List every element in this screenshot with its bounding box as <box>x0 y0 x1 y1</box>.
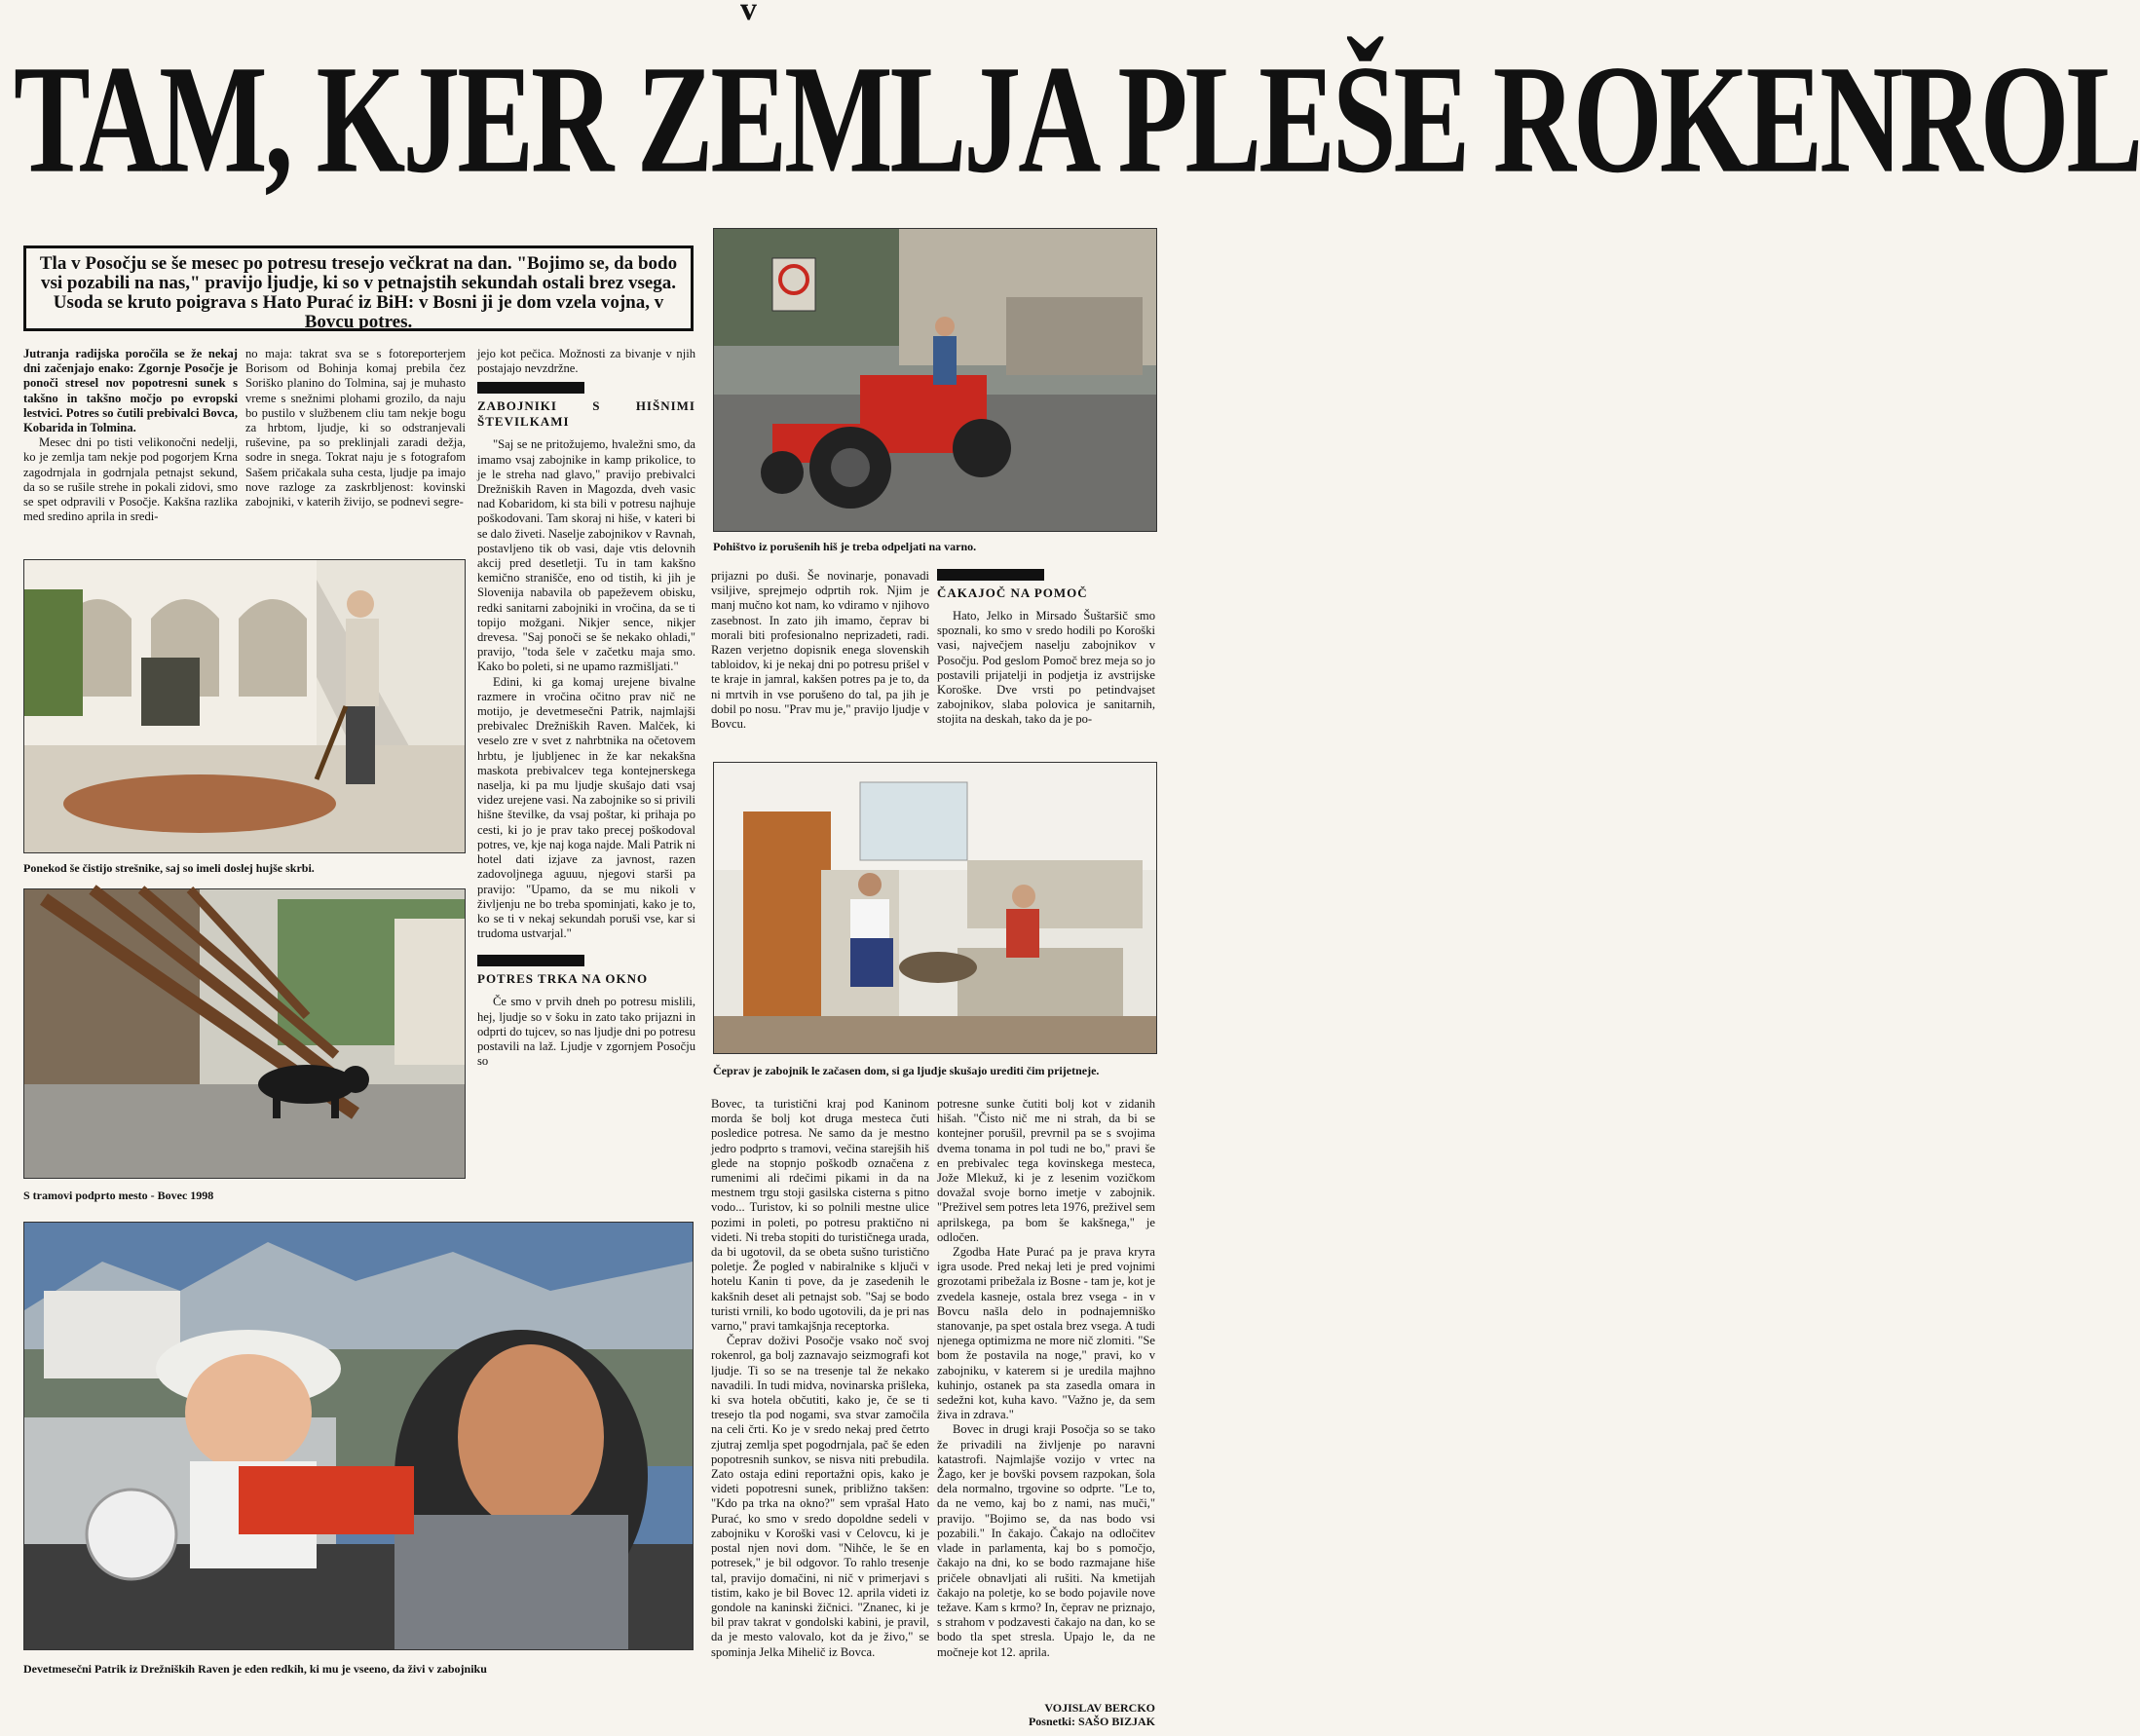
photo-beams <box>23 888 466 1179</box>
subhead-quake-knocks: POTRES TRKA NA OKNO <box>477 971 649 987</box>
photo-tractor <box>713 228 1157 532</box>
paragraph: no maja: takrat sva se s fotoreporterjem Borisom od Bohinja komaj prebila čez Soriško planino do Tolmina, saj je muhasto vreme s snežnimi plohami grozilo, da naju bo pustilo v službenem cliu tam nekje bogu za hrbtom, ljudje, ki so odstranjevali ruševine, pa so preklinjali zaradi dežja, sodre in snega. Tokrat naju je s fotografom Sašem pričakala suha cesta, ljudje pa imajo nove razloge za zaskrbljenost: kovinski zabojniki, v katerih živijo, se podnevi segre- <box>245 347 466 509</box>
caption-baby: Devetmesečni Patrik iz Drežniških Raven je eden redkih, ki mu je vseeno, da živi v zabojniku <box>23 1662 487 1676</box>
paragraph: potresne sunke čutiti bolj kot v zidanih hišah. "Čisto nič me ni strah, da bi se kontejner porušil, prevrnil pa se s svojima dvema tonama in pol tudi ne bo," pravi še en prebivalec tega kovinskega mesteca, Jože Mlekuž, ki je z lesenim vozičkom dovažal svoje borno imetje v zabojnik. "Preživel sem potres leta 1976, preživel sem aprilskega, pa bom še kakšnega," je odločen. <box>937 1097 1155 1244</box>
photo-credit: Posnetki: SAŠO BIZJAK <box>1028 1715 1155 1728</box>
paragraph: Mesec dni po tisti velikonočni nedelji, ko je zemlja tam nekje pod pogorjem Krna zagodrnjala in godrnjala petnajst sekund, da so se rušile strehe in pokali zidovi, smo se spet odpravili v Posočje. Kakšna razlika med sredino aprila in sredi- <box>23 435 238 524</box>
photo-container-interior <box>713 762 1157 1054</box>
byline <box>877 1701 1155 1728</box>
column-5-lower-text <box>937 1097 1155 1693</box>
subhead-waiting: ČAKAJOČ NA POMOČ <box>937 585 1088 600</box>
subhead-bar <box>477 382 584 394</box>
column-1-text <box>23 347 238 547</box>
subhead-bar <box>937 569 1044 581</box>
paragraph: "Saj se ne pritožujemo, hvaležni smo, da imamo vsaj zabojnike in kamp prikolice, to je le streha nad glavo," pravijo prebivalci Drežniških Raven in Magozda, dveh vasic nad Kobaridom, ki sta bili v potresu najhuje poškodovani. Tam skoraj ni hiše, v kateri bi se dalo živeti. Naselje zabojnikov v Ravnah, postavljeno tik ob vasi, daje vtis delovnih akcij pred desetletji. Tu in tam kakšno kemično stranišče, eno od tistih, ki jih je Slovenija nabavila ob papeževem obisku, redki sanitarni zabojniki in vročina, da se ti topijo možgani. Nikjer sence, nikjer drevesa. "Saj ponoči se še nekako ohladi," pravijo, "toda šele v začetku maja smo. Kako bo poleti, si ne upamo razmišljati." <box>477 437 695 674</box>
paragraph: prijazni po duši. Še novinarje, ponavadi vsiljive, sprejmejo odprtih rok. Njim je manj mučno kot nam, ko vdiramo v njihovo zasebnost. In zato jih imamo, čeprav bi morali biti profesionalno neprizadeti, radi. Razen verjetno dopisnik enega slovenskih tabloidov, ki je nekaj dni po potresu prišel v te kraje in jamral, kakšen potres pa je to, da ni mrtvih in vse porušeno do tal, pa jih je dobil po nosu. "Prav mu je," pravijo ljudje v Bovcu. <box>711 569 929 732</box>
headline-caret: v <box>740 0 757 27</box>
paragraph: Če smo v prvih dneh po potresu mislili, hej, ljudje so v šoku in zato tako prijazni in odprti do tujcev, so nas ljudje dni po potresu postavili na laž. Ljudje v zgornjem Posočju so <box>477 995 695 1069</box>
author-credit: VOJISLAV BERCKO <box>1044 1701 1155 1715</box>
paragraph: Čeprav doživi Posočje vsako noč svoj rokenrol, ga bolj zaznavajo seizmografi kot ljudje. Ti so se na tresenje tal že nekako navadili. In tudi midva, novinarska prišleka, ki sva hotela občutiti, kako je, če se ti tresejo tla pod nogami, sva stvar zamočila na celi črti. Ko je v sredo nekaj pred četrto zjutraj zemlja spet pogodrnjala, pač še eden popotresnih sunkov, se nisva niti prebudila. Zato ostaja edini reportažni opis, kako je videti popotresni sunek, približno takšen: "Kdo pa trka na okno?" sem vprašal Hato Purać, ko smo v sredo dopoldne sedeli v zabojniku v Koroški vasi v Celovcu, ki je postal njen novi dom. "Nihče, le še en potresek," je bil odgovor. To rahlo tresenje tal, pravijo domačini, ni nič v primerjavi s tistim, kako je bil Bovec 12. aprila videti iz gondole na kaninski žičnici. "Znanec, ki je bil prav takrat v gondolski kabini, je pravil, da je mesto valovalo, kot da je živo," se spominja Jelka Mihelič iz Bovca. <box>711 1334 929 1659</box>
paragraph: Hato, Jelko in Mirsado Šuštaršič smo spoznali, ko smo v sredo hodili po Koroški vasi, največjem naselju zabojnikov v Posočju. Pod geslom Pomoč brez meja so jo postavili prijatelji in podjetja iz avstrijske Koroške. Dve vrsti po petindvajset zabojnikov, slaba polovica je sanitarnih, stojita na deskah, tako da je po- <box>937 609 1155 727</box>
caption-tractor: Pohištvo iz porušenih hiš je treba odpeljati na varno. <box>713 540 977 553</box>
paragraph: Bovec in drugi kraji Posočja so se tako že privadili na življenje po naravni katastrofi. Najmlajše vozijo v vrtec na Žago, ker je bovški povsem razpokan, šola dela normalno, trgovine so odprte. "Le to, da ne vemo, kaj bo z nami, nas muči," pravijo. "Bojimo se, da nas bodo vsi pozabili." In čakajo. Čakajo na odločitev vlade in parlamenta, kaj bo s pomočjo, čakajo na dni, ko se bodo razmajane hiše pričele obnavljati ali rušiti. Na kmetijah čakajo na poletje, ko se bodo pojavile nove težave. Kam s krmo? In, čeprav ne priznajo, s strahom v podzavesti čakajo na dan, ko se bodo tla spet stresla. Upajo le, da ne močneje kot 12. aprila. <box>937 1422 1155 1659</box>
photo-baby-father <box>23 1222 694 1650</box>
column-4-upper-text <box>711 569 929 750</box>
intro-paragraph: Jutranja radijska poročila se že nekaj dni začenjajo enako: Zgornje Posočje je ponoči stresel nov popotresni sunek s takšno in takšno močjo po evropski lestvici. Potres so čutili prebivalci Bovca, Kobarida in Tolmina. <box>23 347 238 435</box>
column-2-text <box>245 347 466 547</box>
column-4-lower-text <box>711 1097 929 1709</box>
subhead-bar <box>477 955 584 966</box>
paragraph: Bovec, ta turistični kraj pod Kaninom morda še bolj kot druga mesteca čuti posledice potresa. Ne samo da je mestno jedro podprto s tramovi, večina starejših hiš glede na stopnjo poškodb označena z rumenimi ali rdečimi pikami in da na mestnem trgu stoji gasilska cisterna s pitno vodo... Turistov, ki so polnili mestne ulice pozimi in poleti, po potresu praktično ni videti. Ni treba stopiti do turističnega urada, da bi ugotovil, da se obeta sušno turistično poletje. Že pogled v nabiralnike s ključi v hotelu Kanin ti pove, da je zasedenih le kakšnih deset ali petnajst sob. "Saj se bodo turisti vrnili, ko bodo ugotovili, da je pri nas varno," pravi tamkajšnja receptorka. <box>711 1097 929 1334</box>
photo-sweeping <box>23 559 466 853</box>
caption-container: Čeprav je zabojnik le začasen dom, si ga ljudje skušajo urediti čim prijetneje. <box>713 1064 1100 1077</box>
lead-box: Tla v Posočju se še mesec po potresu tresejo večkrat na dan. "Bojimo se, da bodo vsi pozabili na nas," pravijo ljudje, ki so v petnajstih sekundah ostali brez vsega. Usoda se kruto poigrava s Hato Purać iz BiH: v Bosni ji je dom vzela vojna, v Bovcu potres. <box>23 245 694 331</box>
column-3-text <box>477 347 695 1202</box>
paragraph: Zgodba Hate Purać pa je prava krута igra usode. Pred nekaj leti je pred vojnimi grozotami pribežala iz Bosne - tam je, kot je zvedela kasneje, ostala brez vsega - in v Bovcu našla delo in podnajemniško stanovanje, pa spet ostala brez vsega. A tudi njenega optimizma ne more nič zlomiti. "Se bom že postavila na noge," pravi, ko v zabojniku, v katerem si je uredila majhno kuhinjo, ostanek pa sta zasedla omara in sedežni kot, kuha kavo. "Važno je, da sem živa in zdrava." <box>937 1245 1155 1422</box>
column-5-upper-text <box>937 569 1155 750</box>
subhead-containers: ZABOJNIKI S HIŠNIMI ŠTEVILKAMI <box>477 398 695 430</box>
headline: TAM, KJER ZEMLJA PLEŠE ROKENROL <box>14 32 2140 206</box>
caption-beams: S tramovi podprto mesto - Bovec 1998 <box>23 1189 214 1202</box>
paragraph: jejo kot pečica. Možnosti za bivanje v njih postajajo nevzdržne. <box>477 347 695 376</box>
paragraph: Edini, ki ga komaj urejene bivalne razmere in vročina očitno prav nič ne motijo, je devetmesečni Patrik, najmlajši prebivalec Drežniških Raven. Malček, ki veselo zre v svet z nahrbtnika na očetovem hrbtu, je ljubljenec in že kar nekakšna maskota prebivalcev tega kontejnerskega naselja, ki pa mu ljudje skušajo dati vsaj videz urejene vasi. Na zabojnike so si privili hišne številke, da vsaj poštar, ki prihaja po cesti, ki jo je prav tako precej poškodoval potres, ve, kje naj koga najde. Mali Patrik ni hotel dati izjave za javnost, razen zadovoljnega aguuu, njegovi starši pa pravijo: "Upamo, da se mu nikoli v življenju ne bo treba spominjati, kako je to, ko se ti v nekaj sekundah poruši vse, kar si trudoma ustvarjal." <box>477 674 695 941</box>
caption-sweeping: Ponekod še čistijo strešnike, saj so imeli doslej hujše skrbi. <box>23 861 315 875</box>
